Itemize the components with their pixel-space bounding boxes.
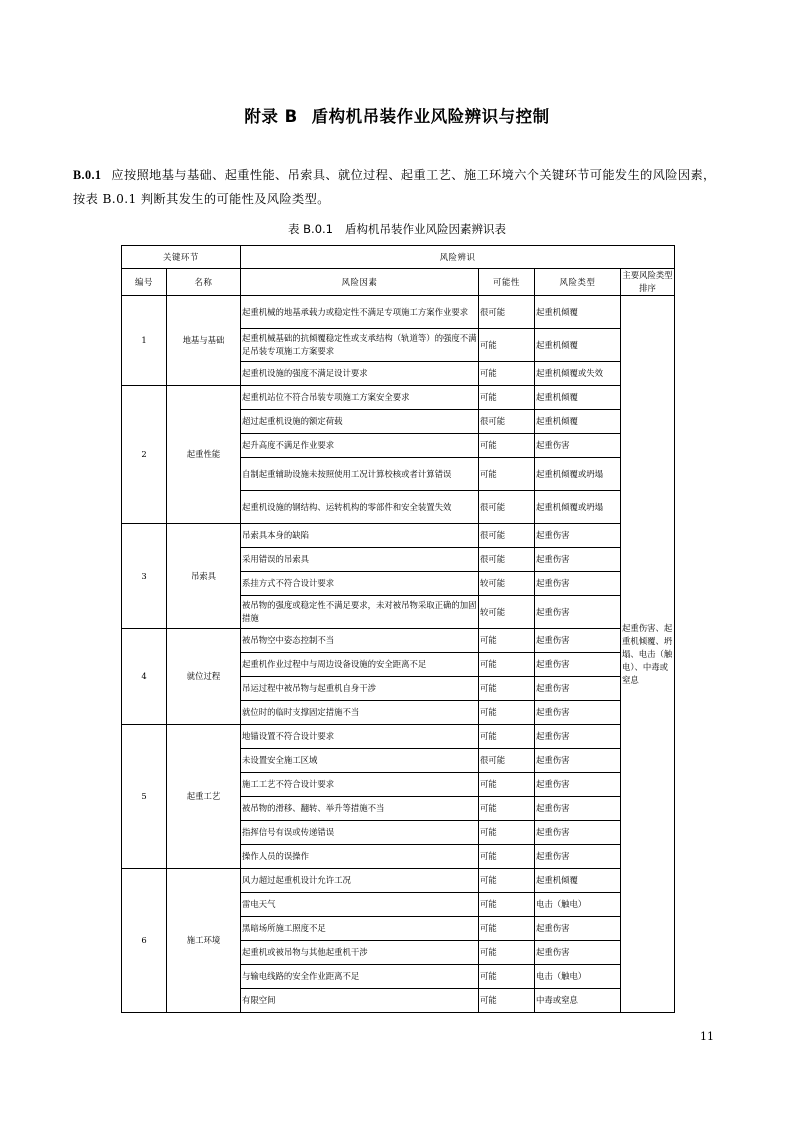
possibility-cell: 很可能 <box>479 410 535 434</box>
table-caption-number: 表 B.0.1 <box>288 222 333 236</box>
possibility-cell: 可能 <box>479 893 535 917</box>
header-rank: 主要风险类型排序 <box>621 269 675 296</box>
risk-factor-cell: 超过起重机设施的额定荷载 <box>241 410 479 434</box>
risk-factor-cell: 起重机设施的强度不满足设计要求 <box>241 362 479 386</box>
possibility-cell: 可能 <box>479 869 535 893</box>
risk-factor-cell: 起重机械的地基承载力或稳定性不满足专项施工方案作业要求 <box>241 296 479 329</box>
group-number: 4 <box>122 629 167 725</box>
table-row <box>122 386 675 410</box>
risk-factor-cell: 采用错误的吊索具 <box>241 548 479 572</box>
risk-factor-cell: 起重机设施的钢结构、运转机构的零部件和安全装置失效 <box>241 491 479 524</box>
table-row <box>122 296 675 329</box>
group-number: 5 <box>122 725 167 869</box>
risk-factor-cell: 起重机械基础的抗倾覆稳定性或支承结构（轨道等）的强度不满足吊装专项施工方案要求 <box>241 329 479 362</box>
possibility-cell: 可能 <box>479 821 535 845</box>
possibility-cell: 可能 <box>479 965 535 989</box>
possibility-cell: 很可能 <box>479 749 535 773</box>
risk-type-cell: 起重伤害 <box>535 629 621 653</box>
risk-type-cell: 起重机倾覆或坍塌 <box>535 491 621 524</box>
risk-type-cell: 起重伤害 <box>535 725 621 749</box>
risk-type-cell: 电击（触电） <box>535 965 621 989</box>
group-name: 就位过程 <box>167 629 241 725</box>
risk-table-body <box>122 296 675 1013</box>
group-name: 吊索具 <box>167 524 241 629</box>
risk-type-cell: 起重机倾覆或失效 <box>535 362 621 386</box>
intro-paragraph <box>73 163 721 211</box>
possibility-cell: 可能 <box>479 845 535 869</box>
risk-type-cell: 起重伤害 <box>535 434 621 458</box>
possibility-cell: 可能 <box>479 362 535 386</box>
group-number: 1 <box>122 296 167 386</box>
risk-factor-cell: 系挂方式不符合设计要求 <box>241 572 479 596</box>
table-row <box>122 725 675 749</box>
risk-factor-cell: 起升高度不满足作业要求 <box>241 434 479 458</box>
risk-factor-cell: 指挥信号有误或传递错误 <box>241 821 479 845</box>
possibility-cell: 较可能 <box>479 596 535 629</box>
table-caption-title: 盾构机吊装作业风险因素辨识表 <box>345 222 506 236</box>
risk-type-cell: 起重机倾覆 <box>535 410 621 434</box>
risk-type-cell: 起重伤害 <box>535 917 621 941</box>
possibility-cell: 可能 <box>479 941 535 965</box>
table-row <box>122 524 675 548</box>
intro-text: 应按照地基与基础、起重性能、吊索具、就位过程、起重工艺、施工环境六个关键环节可能发生的风险因素，按表 B.0.1 判断其发生的可能性及风险类型。 <box>73 168 716 206</box>
risk-type-cell: 电击（触电） <box>535 893 621 917</box>
table-row <box>122 629 675 653</box>
risk-factor-cell: 吊运过程中被吊物与起重机自身干涉 <box>241 677 479 701</box>
main-risk-rank-cell: 起重伤害、起重机倾覆、坍塌、电击（触电）、中毒或窒息 <box>621 296 675 1013</box>
possibility-cell: 可能 <box>479 329 535 362</box>
possibility-cell: 很可能 <box>479 491 535 524</box>
possibility-cell: 可能 <box>479 677 535 701</box>
risk-factor-cell: 施工工艺不符合设计要求 <box>241 773 479 797</box>
header-possibility: 可能性 <box>479 269 535 296</box>
header-risk-identification: 风险辨识 <box>241 246 675 269</box>
risk-type-cell: 起重伤害 <box>535 677 621 701</box>
header-name: 名称 <box>167 269 241 296</box>
possibility-cell: 可能 <box>479 989 535 1013</box>
possibility-cell: 可能 <box>479 917 535 941</box>
risk-type-cell: 中毒或窒息 <box>535 989 621 1013</box>
risk-type-cell: 起重伤害 <box>535 749 621 773</box>
risk-factor-cell: 黑暗场所施工照度不足 <box>241 917 479 941</box>
possibility-cell: 很可能 <box>479 296 535 329</box>
table-row <box>122 869 675 893</box>
risk-type-cell: 起重伤害 <box>535 797 621 821</box>
risk-factor-cell: 起重机作业过程中与周边设备设施的安全距离不足 <box>241 653 479 677</box>
risk-type-cell: 起重机倾覆 <box>535 386 621 410</box>
risk-type-cell: 起重伤害 <box>535 941 621 965</box>
risk-factor-cell: 地锚设置不符合设计要求 <box>241 725 479 749</box>
risk-type-cell: 起重伤害 <box>535 596 621 629</box>
risk-type-cell: 起重机倾覆或坍塌 <box>535 458 621 491</box>
group-number: 2 <box>122 386 167 524</box>
risk-factor-cell: 操作人员的误操作 <box>241 845 479 869</box>
group-number: 3 <box>122 524 167 629</box>
group-name: 起重工艺 <box>167 725 241 869</box>
risk-type-cell: 起重伤害 <box>535 653 621 677</box>
group-name: 起重性能 <box>167 386 241 524</box>
possibility-cell: 可能 <box>479 386 535 410</box>
risk-type-cell: 起重伤害 <box>535 548 621 572</box>
possibility-cell: 可能 <box>479 773 535 797</box>
risk-type-cell: 起重伤害 <box>535 572 621 596</box>
possibility-cell: 可能 <box>479 797 535 821</box>
risk-type-cell: 起重机倾覆 <box>535 869 621 893</box>
risk-factor-cell: 风力超过起重机设计允许工况 <box>241 869 479 893</box>
group-name: 施工环境 <box>167 869 241 1013</box>
appendix-label: 附录 B <box>244 107 298 126</box>
risk-type-cell: 起重伤害 <box>535 773 621 797</box>
possibility-cell: 可能 <box>479 653 535 677</box>
risk-factor-cell: 有限空间 <box>241 989 479 1013</box>
risk-type-cell: 起重伤害 <box>535 821 621 845</box>
risk-factor-cell: 吊索具本身的缺陷 <box>241 524 479 548</box>
header-risk-type: 风险类型 <box>535 269 621 296</box>
appendix-title-text: 盾构机吊装作业风险辨识与控制 <box>311 107 550 126</box>
risk-type-cell: 起重机倾覆 <box>535 296 621 329</box>
group-number: 6 <box>122 869 167 1013</box>
risk-type-cell: 起重伤害 <box>535 845 621 869</box>
possibility-cell: 较可能 <box>479 572 535 596</box>
risk-factor-cell: 起重机站位不符合吊装专项施工方案安全要求 <box>241 386 479 410</box>
possibility-cell: 很可能 <box>479 524 535 548</box>
risk-factor-cell: 被吊物的强度或稳定性不满足要求，未对被吊物采取正确的加固措施 <box>241 596 479 629</box>
risk-table <box>121 245 675 1013</box>
risk-factor-cell: 就位时的临时支撑固定措施不当 <box>241 701 479 725</box>
appendix-title <box>0 103 794 127</box>
possibility-cell: 可能 <box>479 434 535 458</box>
possibility-cell: 可能 <box>479 629 535 653</box>
risk-factor-cell: 被吊物的滑移、翻转、举升等措施不当 <box>241 797 479 821</box>
risk-factor-cell: 未设置安全施工区域 <box>241 749 479 773</box>
risk-factor-cell: 与输电线路的安全作业距离不足 <box>241 965 479 989</box>
header-no: 编号 <box>122 269 167 296</box>
risk-factor-cell: 被吊物空中姿态控制不当 <box>241 629 479 653</box>
risk-factor-cell: 雷电天气 <box>241 893 479 917</box>
risk-type-cell: 起重伤害 <box>535 701 621 725</box>
table-caption <box>0 221 794 237</box>
clause-number: B.0.1 <box>73 168 102 182</box>
risk-factor-cell: 起重机或被吊物与其他起重机干涉 <box>241 941 479 965</box>
risk-type-cell: 起重伤害 <box>535 524 621 548</box>
possibility-cell: 可能 <box>479 701 535 725</box>
header-factor: 风险因素 <box>241 269 479 296</box>
risk-type-cell: 起重机倾覆 <box>535 329 621 362</box>
possibility-cell: 可能 <box>479 458 535 491</box>
risk-factor-cell: 自制起重辅助设施未按照使用工况计算校核或者计算错误 <box>241 458 479 491</box>
page-number: 11 <box>700 1030 714 1043</box>
group-name: 地基与基础 <box>167 296 241 386</box>
possibility-cell: 很可能 <box>479 548 535 572</box>
possibility-cell: 可能 <box>479 725 535 749</box>
header-key-link: 关键环节 <box>122 246 241 269</box>
